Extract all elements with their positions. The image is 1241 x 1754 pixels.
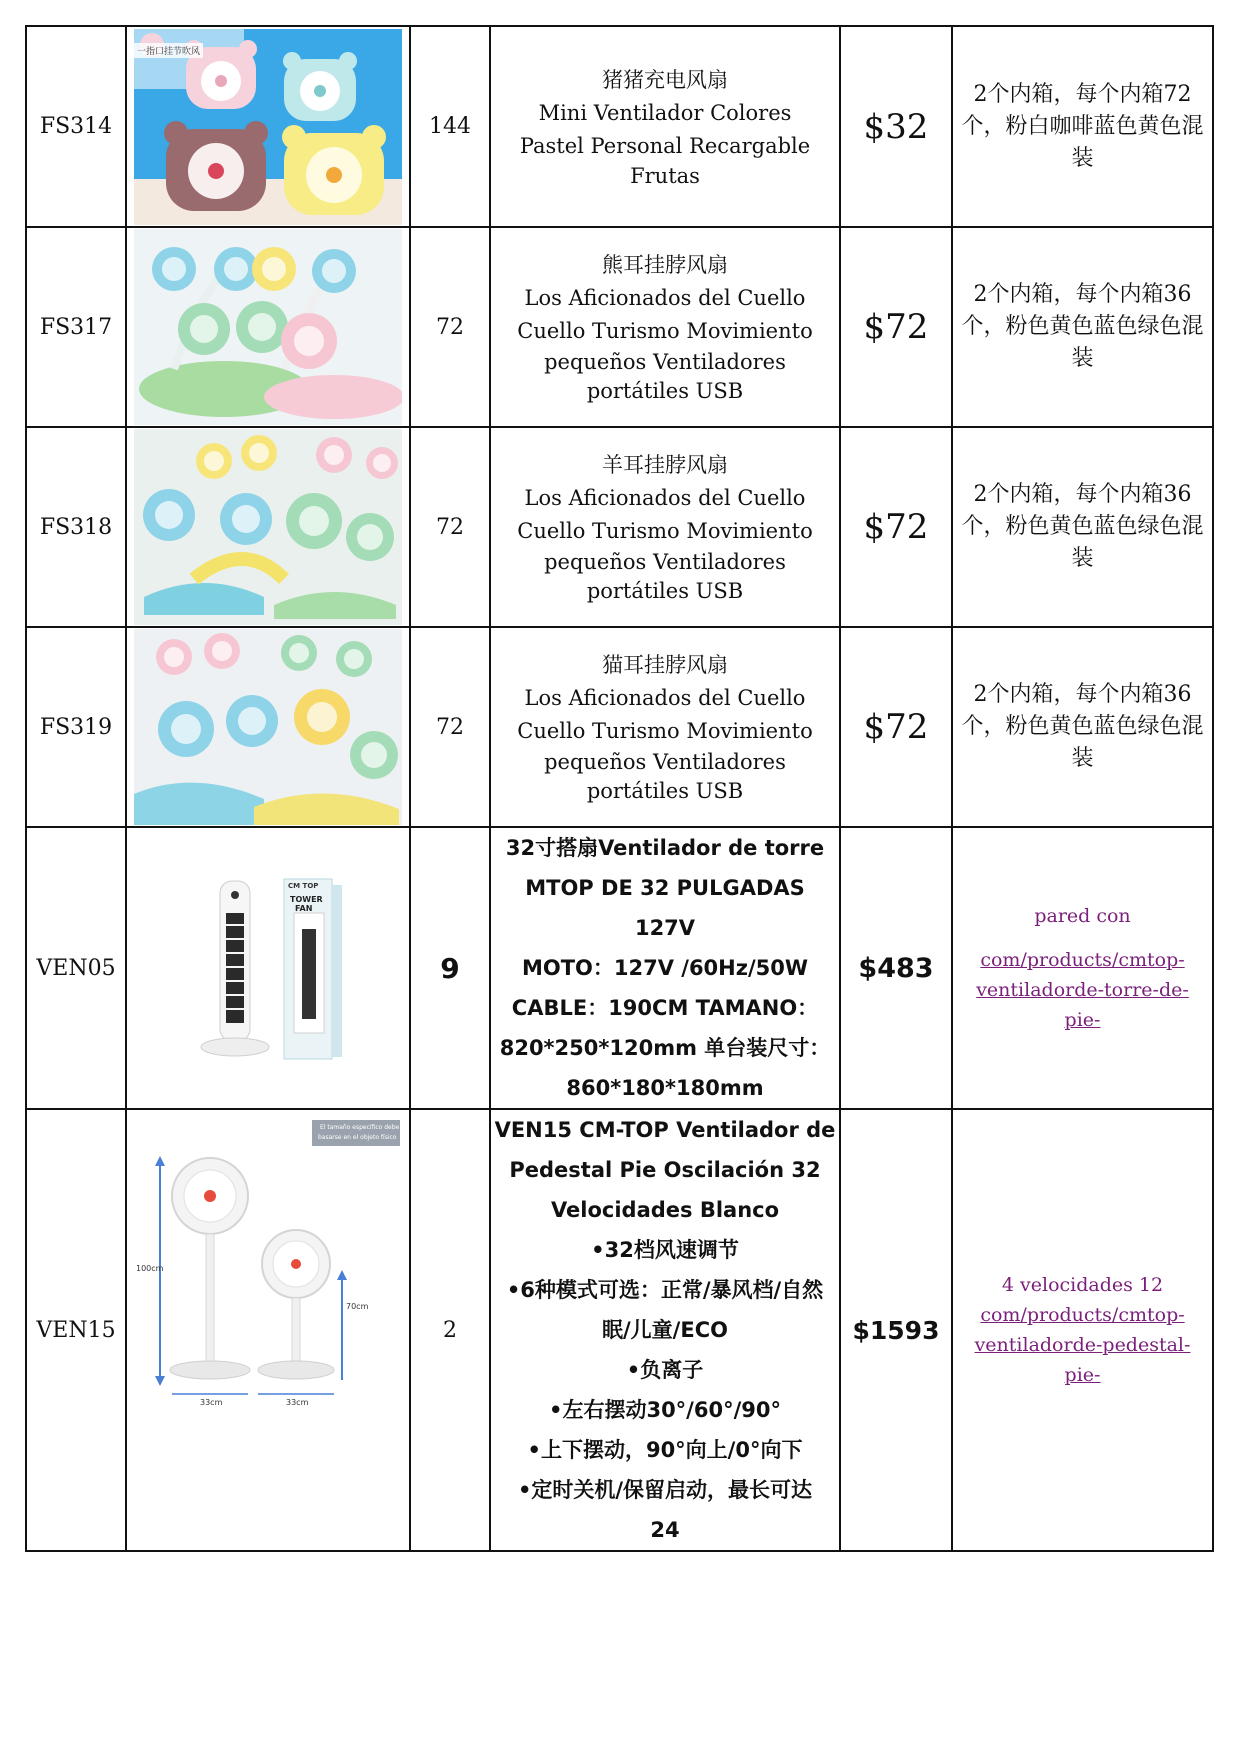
product-description [490, 227, 840, 427]
product-qty: 72 [410, 627, 490, 827]
product-qty: 9 [410, 827, 490, 1109]
desc-line: Cuello Turismo Movimiento [517, 318, 813, 343]
image-note: El tamaño específico debe [320, 1124, 400, 1131]
desc-line: •32档风速调节 [591, 1238, 739, 1262]
desc-line: 熊耳挂脖风扇 [602, 252, 728, 277]
product-price: $1593 [840, 1109, 952, 1551]
desc-line: •定时关机/保留启动，最长可达 [517, 1478, 813, 1502]
desc-line: pequeños Ventiladores [544, 549, 786, 574]
desc-line: Mini Ventilador Colores [538, 100, 792, 125]
product-description [490, 827, 840, 1109]
product-qty: 2 [410, 1109, 490, 1551]
product-code: FS317 [26, 227, 126, 427]
product-image-cell [126, 427, 410, 627]
product-image-cell [126, 827, 410, 1109]
desc-line: •6种模式可选：正常/暴风档/自然 [506, 1278, 824, 1302]
desc-line: Frutas [630, 163, 700, 188]
desc-line: Cuello Turismo Movimiento [517, 518, 813, 543]
box-label-line: FAN [295, 904, 313, 913]
image-note: basarse en el objeto físico [318, 1134, 397, 1141]
desc-line: Pedestal Pie Oscilación 32 [509, 1158, 821, 1182]
product-table [25, 25, 1214, 1552]
product-code: VEN05 [26, 827, 126, 1109]
product-notes: 2个内箱，每个内箱36个，粉色黄色蓝色绿色混装 [952, 227, 1213, 427]
dim-label: 100cm [136, 1264, 164, 1273]
desc-line: portátiles USB [586, 578, 744, 603]
table-row [26, 26, 1213, 227]
product-image-cell [126, 26, 410, 227]
product-link[interactable]: pie- [1064, 1364, 1101, 1386]
table-row [26, 227, 1213, 427]
product-notes: 2个内箱，每个内箱72个，粉白咖啡蓝色黄色混装 [952, 26, 1213, 227]
desc-line: portátiles USB [586, 378, 744, 403]
product-price: $32 [840, 26, 952, 227]
desc-line: •上下摆动，90°向上/0°向下 [527, 1438, 803, 1462]
product-code: VEN15 [26, 1109, 126, 1551]
product-image-cell [126, 1109, 410, 1551]
product-code: FS314 [26, 26, 126, 227]
desc-line: MTOP DE 32 PULGADAS 127V [525, 876, 805, 940]
desc-line: 猪猪充电风扇 [602, 67, 728, 92]
desc-line: 眠/儿童/ECO [602, 1318, 728, 1342]
table-row [26, 627, 1213, 827]
product-code: FS319 [26, 627, 126, 827]
product-price: $72 [840, 227, 952, 427]
desc-line: pequeños Ventiladores [544, 749, 786, 774]
product-qty: 72 [410, 227, 490, 427]
product-description [490, 627, 840, 827]
desc-line: Velocidades Blanco [550, 1198, 780, 1222]
notes-line: pared con [1034, 905, 1131, 927]
neck-fan-cat-photo [134, 629, 402, 825]
table-row [26, 427, 1213, 627]
product-qty: 72 [410, 427, 490, 627]
product-notes [952, 827, 1213, 1109]
product-qty: 144 [410, 26, 490, 227]
desc-line: Los Aficionados del Cuello [524, 685, 806, 710]
desc-line: portátiles USB [586, 778, 744, 803]
product-price: $72 [840, 427, 952, 627]
desc-line: VEN15 CM-TOP Ventilador de [494, 1118, 836, 1142]
desc-line: 820*250*120mm 单台装尺寸： [499, 1036, 831, 1060]
product-price: $72 [840, 627, 952, 827]
dim-label: 33cm [286, 1398, 309, 1407]
box-brand: CM TOP [288, 882, 319, 890]
desc-line: •左右摆动30°/60°/90° [549, 1398, 781, 1422]
product-link[interactable]: com/products/cmtop- [980, 1304, 1185, 1326]
product-description [490, 26, 840, 227]
product-notes: 2个内箱，每个内箱36个，粉色黄色蓝色绿色混装 [952, 627, 1213, 827]
pedestal-fan-photo [134, 1118, 402, 1418]
product-link[interactable]: com/products/cmtop- [980, 949, 1185, 971]
product-price: $483 [840, 827, 952, 1109]
desc-line: Los Aficionados del Cuello [524, 485, 806, 510]
notes-line: 4 velocidades 12 [1001, 1274, 1164, 1296]
product-link[interactable]: ventiladorde-pedestal- [974, 1334, 1191, 1356]
box-label-line: TOWER [290, 895, 323, 904]
desc-line: •负离子 [626, 1358, 704, 1382]
desc-line: 24 [650, 1518, 680, 1542]
product-description [490, 427, 840, 627]
pig-fan-photo [134, 29, 402, 225]
product-link[interactable]: pie- [1064, 1009, 1101, 1031]
table-row [26, 1109, 1213, 1551]
neck-fan-bear-photo [134, 229, 402, 425]
image-caption: 一指口挂节吹风 [134, 43, 203, 58]
desc-line: 860*180*180mm [566, 1076, 764, 1100]
tower-fan-photo [134, 873, 402, 1063]
desc-line: Cuello Turismo Movimiento [517, 718, 813, 743]
desc-line: pequeños Ventiladores [544, 349, 786, 374]
desc-line: MOTO：127V /60Hz/50W [521, 956, 809, 980]
product-image-cell [126, 227, 410, 427]
product-code: FS318 [26, 427, 126, 627]
dim-label: 33cm [200, 1398, 223, 1407]
desc-line: 32寸搭扇Ventilador de torre [505, 836, 825, 860]
product-image-cell [126, 627, 410, 827]
desc-line: 羊耳挂脖风扇 [602, 452, 728, 477]
product-notes: 2个内箱，每个内箱36个，粉色黄色蓝色绿色混装 [952, 427, 1213, 627]
product-link[interactable]: ventiladorde-torre-de- [976, 979, 1189, 1001]
neck-fan-sheep-photo [134, 429, 402, 625]
product-description [490, 1109, 840, 1551]
dim-label: 70cm [346, 1302, 369, 1311]
desc-line: Los Aficionados del Cuello [524, 285, 806, 310]
product-notes [952, 1109, 1213, 1551]
desc-line: CABLE：190CM TAMANO： [511, 996, 819, 1020]
table-row [26, 827, 1213, 1109]
desc-line: Pastel Personal Recargable [519, 133, 811, 158]
desc-line: 猫耳挂脖风扇 [602, 652, 728, 677]
